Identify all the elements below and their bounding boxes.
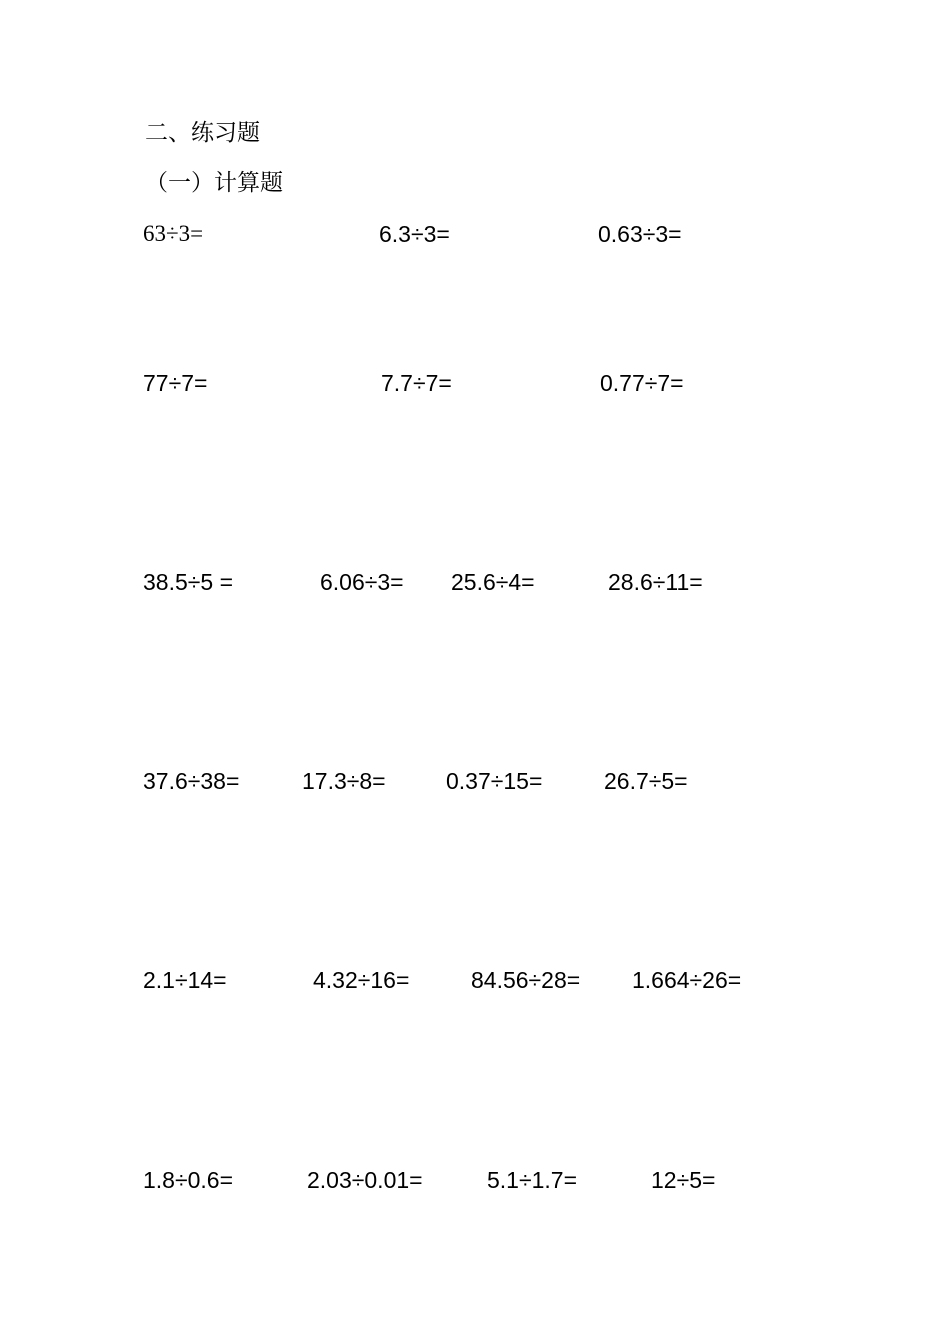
problem-1-2: 6.3÷3= — [379, 221, 450, 247]
problem-3-3: 25.6÷4= — [451, 569, 535, 595]
problem-1-3: 0.63÷3= — [598, 221, 682, 247]
problem-4-4: 26.7÷5= — [604, 768, 688, 794]
problem-4-2: 17.3÷8= — [302, 768, 386, 794]
problem-2-3: 0.77÷7= — [600, 370, 684, 396]
problem-6-4: 12÷5= — [651, 1167, 716, 1193]
problem-6-3: 5.1÷1.7= — [487, 1167, 578, 1193]
problem-4-1: 37.6÷38= — [143, 768, 240, 794]
problem-4-3: 0.37÷15= — [446, 768, 543, 794]
problem-5-3: 84.56÷28= — [471, 967, 581, 993]
problem-5-4: 1.664÷26= — [632, 967, 742, 993]
problem-5-2: 4.32÷16= — [313, 967, 410, 993]
subsection-title: （一）计算题 — [145, 170, 283, 196]
problem-6-2: 2.03÷0.01= — [307, 1167, 423, 1193]
problem-5-1: 2.1÷14= — [143, 967, 227, 993]
problem-3-4: 28.6÷11= — [608, 569, 703, 595]
problem-1-1: 63÷3= — [143, 221, 204, 246]
problem-3-2: 6.06÷3= — [320, 569, 404, 595]
problem-2-2: 7.7÷7= — [381, 370, 452, 396]
problem-2-1: 77÷7= — [143, 370, 208, 396]
section-title: 二、练习题 — [145, 120, 260, 146]
problem-6-1: 1.8÷0.6= — [143, 1167, 234, 1193]
problem-3-1: 38.5÷5 = — [143, 569, 234, 595]
